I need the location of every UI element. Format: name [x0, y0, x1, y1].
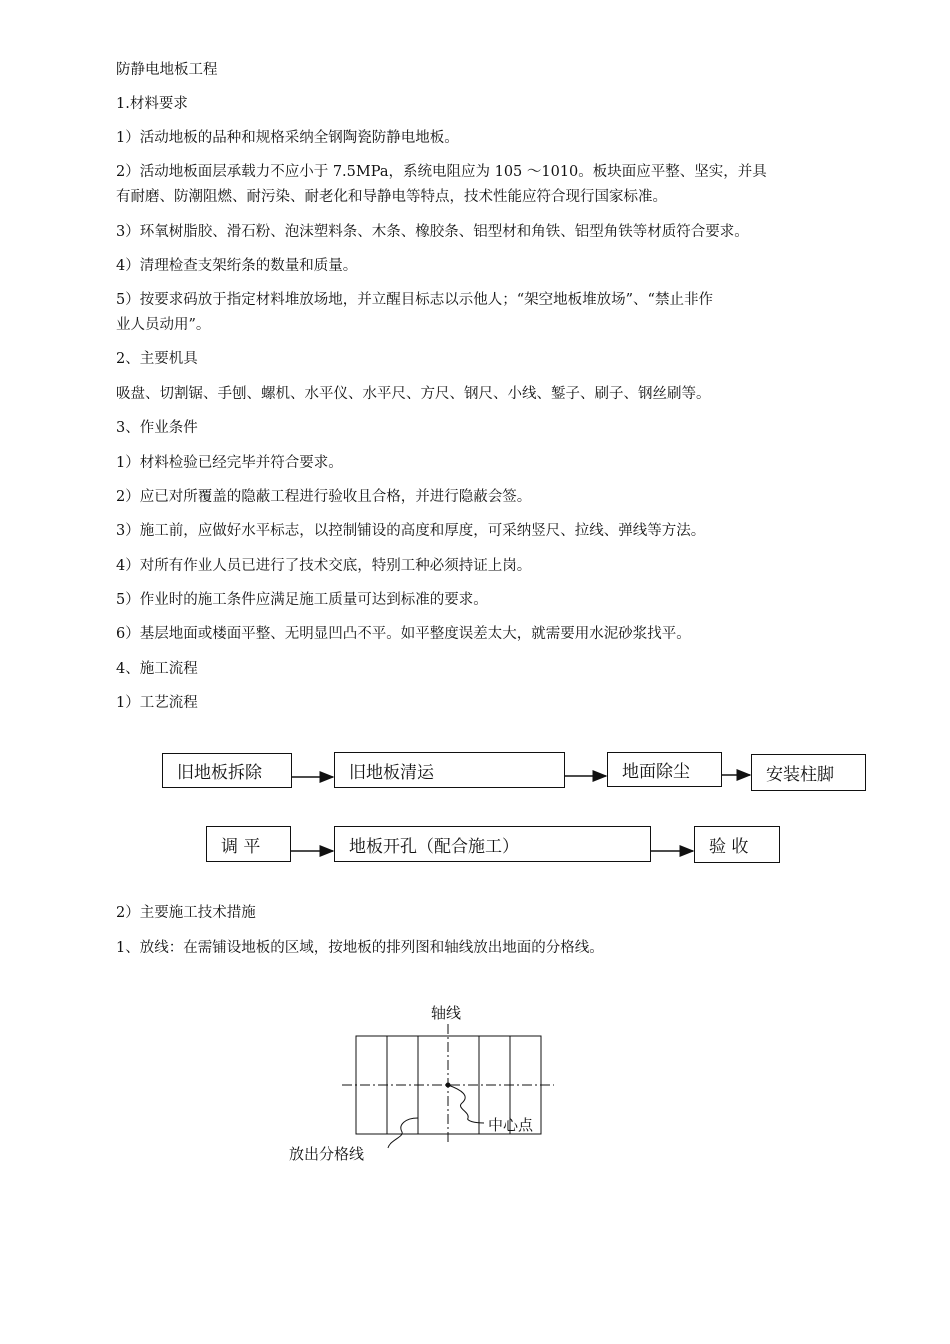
materials-item-2-line-1: 2）活动地板面层承载力不应小于 7.5MPa，系统电阻应为 105 ～1010。板块面应平整、坚实，并具 [116, 164, 767, 180]
grid-line-label: 放出分格线 [289, 1145, 365, 1163]
section-heading-tools: 2、主要机具 [116, 351, 198, 367]
materials-item-1: 1）活动地板的品种和规格采纳全钢陶瓷防静电地板。 [116, 130, 459, 146]
axis-label: 轴线 [431, 1004, 462, 1022]
conditions-item-2: 2）应已对所覆盖的隐蔽工程进行验收且合格，并进行隐蔽会签。 [116, 489, 532, 505]
conditions-item-5: 5）作业时的施工条件应满足施工质量可达到标准的要求。 [116, 592, 488, 608]
process-subheading-flow: 1）工艺流程 [116, 695, 198, 711]
flow-step-remove-old-floor: 旧地板拆除 [162, 753, 292, 788]
materials-item-3: 3）环氧树脂胶、滑石粉、泡沫塑料条、木条、橡胶条、铝型材和角铁、铝型角铁等材质符合要求。 [116, 224, 749, 240]
materials-item-4: 4）清理检查支架绗条的数量和质量。 [116, 258, 358, 274]
flow-step-install-pedestals: 安装柱脚 [751, 754, 866, 791]
section-heading-process: 4、施工流程 [116, 661, 198, 677]
materials-item-5-line-1: 5）按要求码放于指定材料堆放场地，并立醒目标志以示他人；“架空地板堆放场”、“禁止非作 [116, 292, 713, 308]
section-heading-materials: 1.材料要求 [116, 96, 188, 112]
conditions-item-4: 4）对所有作业人员已进行了技术交底，特别工种必须持证上岗。 [116, 558, 532, 574]
materials-item-2-line-2: 有耐磨、防潮阻燃、耐污染、耐老化和导静电等特点，技术性能应符合现行国家标准。 [116, 189, 667, 205]
center-point-label: 中心点 [488, 1116, 534, 1134]
process-subheading-measures: 2）主要施工技术措施 [116, 905, 256, 921]
materials-item-5-line-2: 业人员动用”。 [116, 317, 211, 333]
flow-step-drill-holes: 地板开孔（配合施工） [334, 826, 651, 862]
conditions-item-1: 1）材料检验已经完毕并符合要求。 [116, 455, 343, 471]
flow-step-acceptance: 验 收 [694, 826, 780, 863]
tools-list: 吸盘、切割锯、手刨、螺机、水平仪、水平尺、方尺、钢尺、小线、錾子、刷子、钢丝刷等。 [116, 386, 711, 402]
document-title: 防静电地板工程 [116, 62, 218, 78]
conditions-item-6: 6）基层地面或楼面平整、无明显凹凸不平。如平整度误差太大，就需要用水泥砂浆找平。 [116, 626, 691, 642]
flow-step-leveling: 调 平 [206, 826, 291, 862]
flow-step-clear-old-floor: 旧地板清运 [334, 752, 565, 788]
measures-item-1: 1、放线：在需铺设地板的区域，按地板的排列图和轴线放出地面的分格线。 [116, 940, 604, 956]
section-heading-conditions: 3、作业条件 [116, 420, 198, 436]
conditions-item-3: 3）施工前，应做好水平标志，以控制铺设的高度和厚度，可采纳竖尺、拉线、弹线等方法。 [116, 523, 706, 539]
flow-step-dust-removal: 地面除尘 [607, 752, 722, 787]
